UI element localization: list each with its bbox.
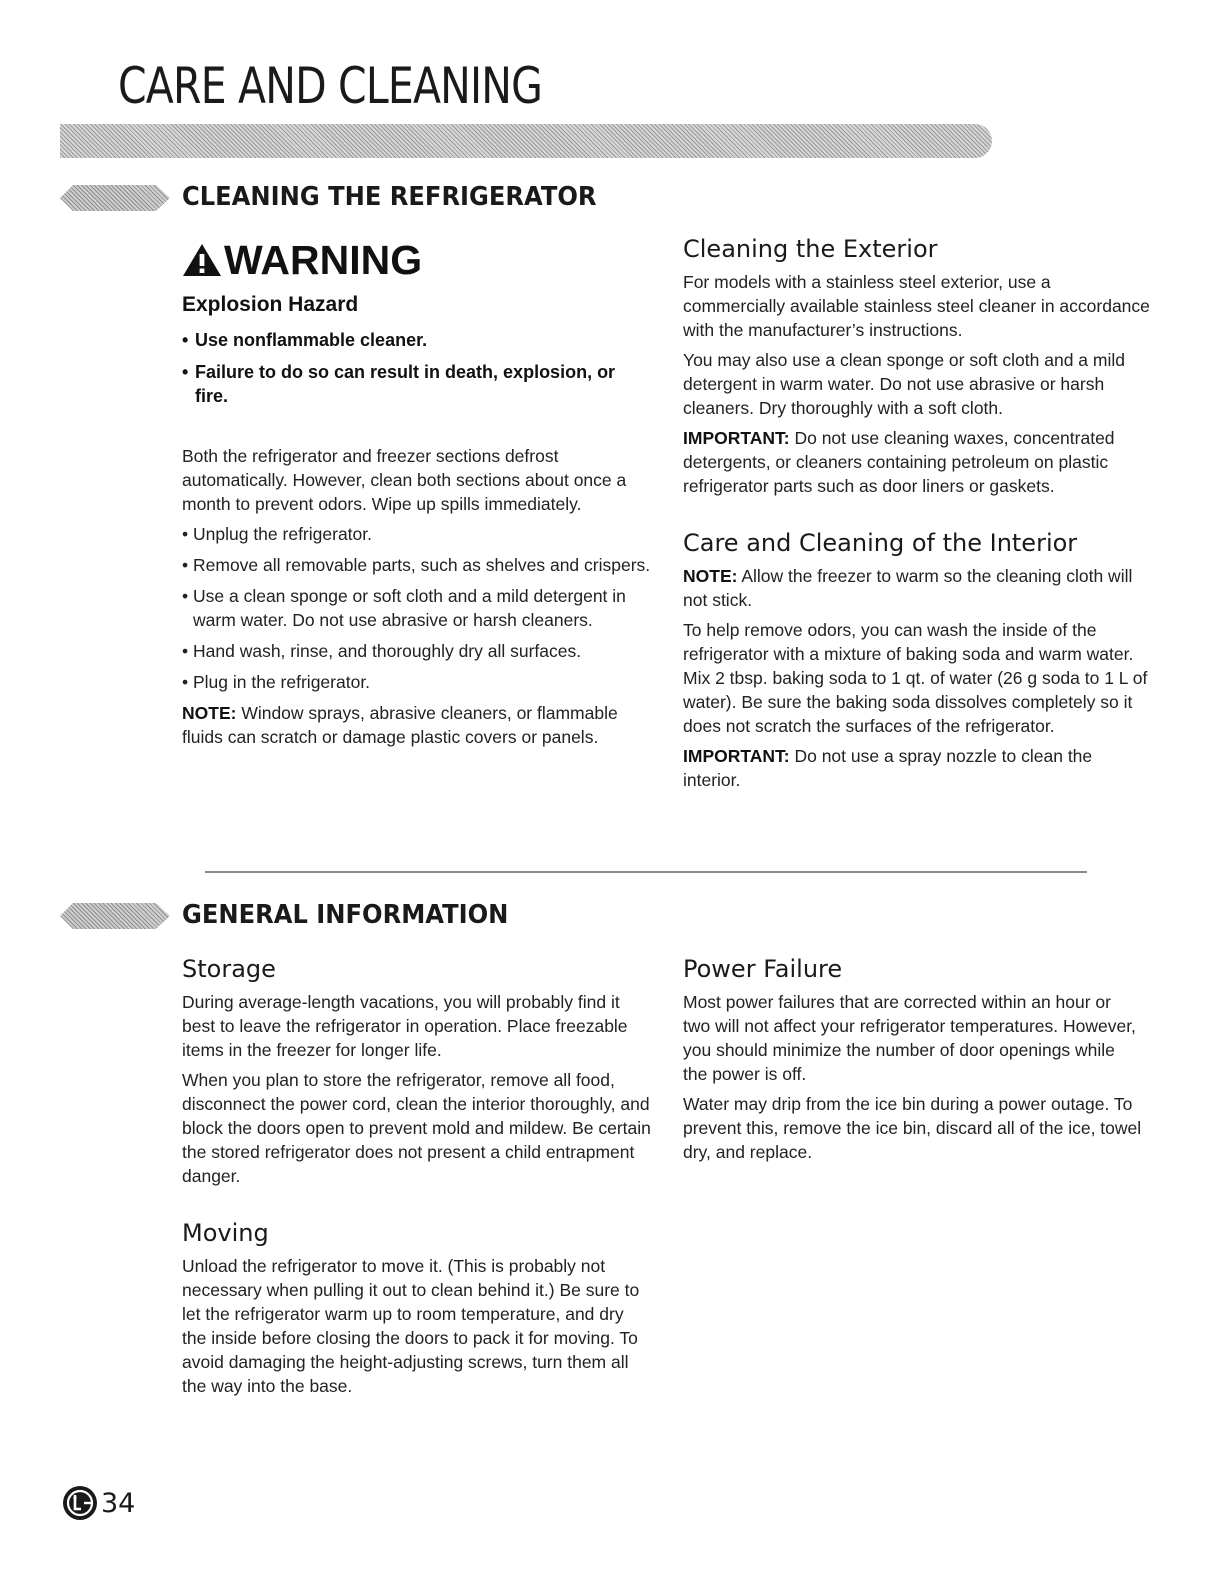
cleaning-step: • Remove all removable parts, such as shelves and crispers. xyxy=(182,553,652,577)
section-marker-general xyxy=(60,903,170,929)
title-banner-bar xyxy=(60,124,992,158)
cleaning-right-column xyxy=(683,234,1153,798)
exterior-important xyxy=(683,426,1153,498)
page-title: CARE AND CLEANING xyxy=(118,57,543,115)
storage-title: Storage xyxy=(182,955,276,983)
note-label: NOTE: xyxy=(182,703,237,723)
hazard-title: Explosion Hazard xyxy=(182,293,359,316)
warning-label: WARNING xyxy=(224,237,423,283)
interior-note xyxy=(683,564,1153,612)
interior-title: Care and Cleaning of the Interior xyxy=(683,529,1078,557)
page-number: 34 xyxy=(101,1487,136,1519)
cleaning-left-column xyxy=(182,236,652,755)
interior-paragraph-1: To help remove odors, you can wash the inside of the refrigerator with a mixture of baking soda and warm water. Mix 2 tbsp. baking soda to 1 qt. of water (26 g soda to 1 L of water). Be sure the baking soda dissolves completely so it does not scratch the surfaces of the refrigerator. xyxy=(683,620,1148,736)
cleaning-steps-list xyxy=(182,522,652,694)
moving-title: Moving xyxy=(182,1219,269,1247)
important-text: Do not use cleaning waxes, concentrated detergents, or cleaners containing petroleum on plastic refrigerator parts such as door liners or gaskets. xyxy=(683,428,1115,496)
warning-triangle-icon xyxy=(182,243,222,277)
important-label: IMPORTANT: xyxy=(683,746,790,766)
warning-item: • Use nonflammable cleaner. xyxy=(182,328,652,352)
cleaning-step: • Unplug the refrigerator. xyxy=(182,522,652,546)
warning-item: • Failure to do so can result in death, explosion, or fire. xyxy=(182,360,652,408)
section-marker-cleaning xyxy=(60,185,170,211)
section-divider xyxy=(205,871,1087,873)
note-label: NOTE: xyxy=(683,566,738,586)
power-failure-title: Power Failure xyxy=(683,955,843,983)
cleaning-note xyxy=(182,701,652,749)
storage-paragraph-1: During average-length vacations, you will probably find it best to leave the refrigerator in operation. Place freezable items in the freezer for longer life. xyxy=(182,992,628,1060)
cleaning-step: • Hand wash, rinse, and thoroughly dry all surfaces. xyxy=(182,639,652,663)
interior-important xyxy=(683,744,1153,792)
storage-paragraph-2: When you plan to store the refrigerator, remove all food, disconnect the power cord, clean the interior thoroughly, and block the doors open to prevent mold and mildew. Be certain the stored refrigerator does not present a child entrapment danger. xyxy=(182,1070,651,1186)
general-left-column xyxy=(182,954,652,1404)
section-title-cleaning: CLEANING THE REFRIGERATOR xyxy=(182,182,597,212)
note-text: Window sprays, abrasive cleaners, or flammable fluids can scratch or damage plastic covers or panels. xyxy=(182,703,618,747)
lg-logo-icon xyxy=(62,1485,98,1521)
exterior-paragraph-2: You may also use a clean sponge or soft cloth and a mild detergent in warm water. Do not use abrasive or harsh cleaners. Dry thoroughly with a soft cloth. xyxy=(683,350,1125,418)
cleaning-step: • Plug in the refrigerator. xyxy=(182,670,652,694)
general-right-column xyxy=(683,954,1143,1170)
moving-paragraph-1: Unload the refrigerator to move it. (This is probably not necessary when pulling it out to clean behind it.) Be sure to let the refrigerator warm up to room temperature, and dry the inside before closing the doors to pack it for moving. To avoid damaging the height-adjusting screws, turn them all the way into the base. xyxy=(182,1256,640,1396)
important-text: Do not use a spray nozzle to clean the interior. xyxy=(683,746,1093,790)
power-failure-paragraph-2: Water may drip from the ice bin during a power outage. To prevent this, remove the ice bin, discard all of the ice, towel dry, and replace. xyxy=(683,1094,1142,1162)
page-footer xyxy=(62,1485,135,1521)
power-failure-paragraph-1: Most power failures that are corrected within an hour or two will not affect your refrigerator temperatures. However, you should minimize the number of door openings while the power is off. xyxy=(683,992,1136,1084)
important-label: IMPORTANT: xyxy=(683,428,790,448)
warning-list xyxy=(182,328,652,408)
warning-box xyxy=(182,236,652,408)
exterior-paragraph-1: For models with a stainless steel exterior, use a commercially available stainless steel cleaner in accordance with the manufacturer’s instructions. xyxy=(683,272,1150,340)
warning-heading xyxy=(182,236,652,284)
cleaning-intro-paragraph: Both the refrigerator and freezer sections defrost automatically. However, clean both sections about once a month to prevent odors. Wipe up spills immediately. xyxy=(182,446,627,514)
cleaning-step: • Use a clean sponge or soft cloth and a mild detergent in warm water. Do not use abrasive or harsh cleaners. xyxy=(182,584,652,632)
note-text: Allow the freezer to warm so the cleaning cloth will not stick. xyxy=(683,566,1133,610)
exterior-title: Cleaning the Exterior xyxy=(683,235,938,263)
section-title-general: GENERAL INFORMATION xyxy=(182,900,509,930)
